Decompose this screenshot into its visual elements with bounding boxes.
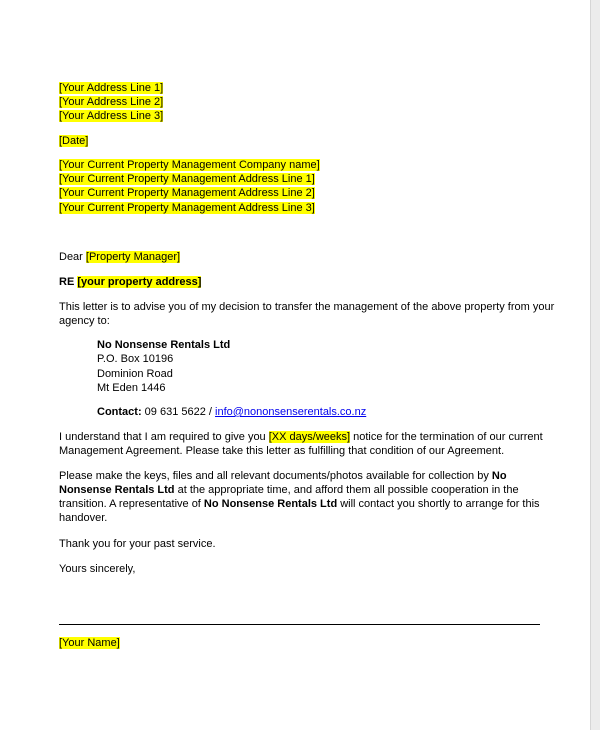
thanks-line: Thank you for your past service.	[59, 538, 216, 550]
new-agent-suburb: Dominion Road	[97, 368, 173, 380]
salutation: Dear [Property Manager]	[59, 251, 181, 263]
paragraph-3-line-1: Please make the keys, files and all relevant documents/photos available for collection by No	[59, 470, 507, 482]
recipient-company: [Your Current Property Management Company name]	[59, 159, 320, 171]
sender-address-line-1: [Your Address Line 1]	[59, 82, 164, 94]
recipient-address-line-2: [Your Current Property Management Address Line 2]	[59, 187, 315, 199]
closing-line: Yours sincerely,	[59, 563, 136, 575]
letter-date: [Date]	[59, 135, 89, 147]
vertical-scrollbar[interactable]	[591, 0, 600, 730]
notice-period: [XX days/weeks]	[268, 431, 351, 443]
sender-address-line-2: [Your Address Line 2]	[59, 96, 164, 108]
paragraph-1-line-2: agency to:	[59, 315, 110, 327]
paragraph-1-line-1: This letter is to advise you of my decision to transfer the management of the above property from your	[59, 301, 555, 313]
signature-line	[59, 624, 540, 625]
paragraph-2-line-2: Management Agreement. Please take this letter as fulfilling that condition of our Agreement.	[59, 445, 505, 457]
new-agent-name: No Nonsense Rentals Ltd	[97, 339, 231, 351]
paragraph-3-line-2: Nonsense Rentals Ltd at the appropriate time, and afford them all possible cooperation in the	[59, 484, 519, 496]
signature-name: [Your Name]	[59, 637, 120, 649]
paragraph-3-line-4: handover.	[59, 512, 108, 524]
recipient-address-line-1: [Your Current Property Management Address Line 1]	[59, 173, 315, 185]
sender-address-line-3: [Your Address Line 3]	[59, 110, 164, 122]
paragraph-3-line-3: transition. A representative of No Nonsense Rentals Ltd will contact you shortly to arrange for this	[59, 498, 540, 510]
recipient-address-line-3: [Your Current Property Management Address Line 3]	[59, 202, 315, 214]
new-agent-contact: Contact: 09 631 5622 / info@nononsenserentals.co.nz	[97, 406, 367, 418]
re-line: RE [your property address]	[59, 276, 202, 288]
paragraph-2-line-1: I understand that I am required to give you [XX days/weeks] notice for the termination of our current	[59, 431, 543, 443]
new-agent-city: Mt Eden 1446	[97, 382, 166, 394]
contact-email-link[interactable]: info@nononsenserentals.co.nz	[215, 406, 367, 418]
new-agent-po-box: P.O. Box 10196	[97, 353, 174, 365]
